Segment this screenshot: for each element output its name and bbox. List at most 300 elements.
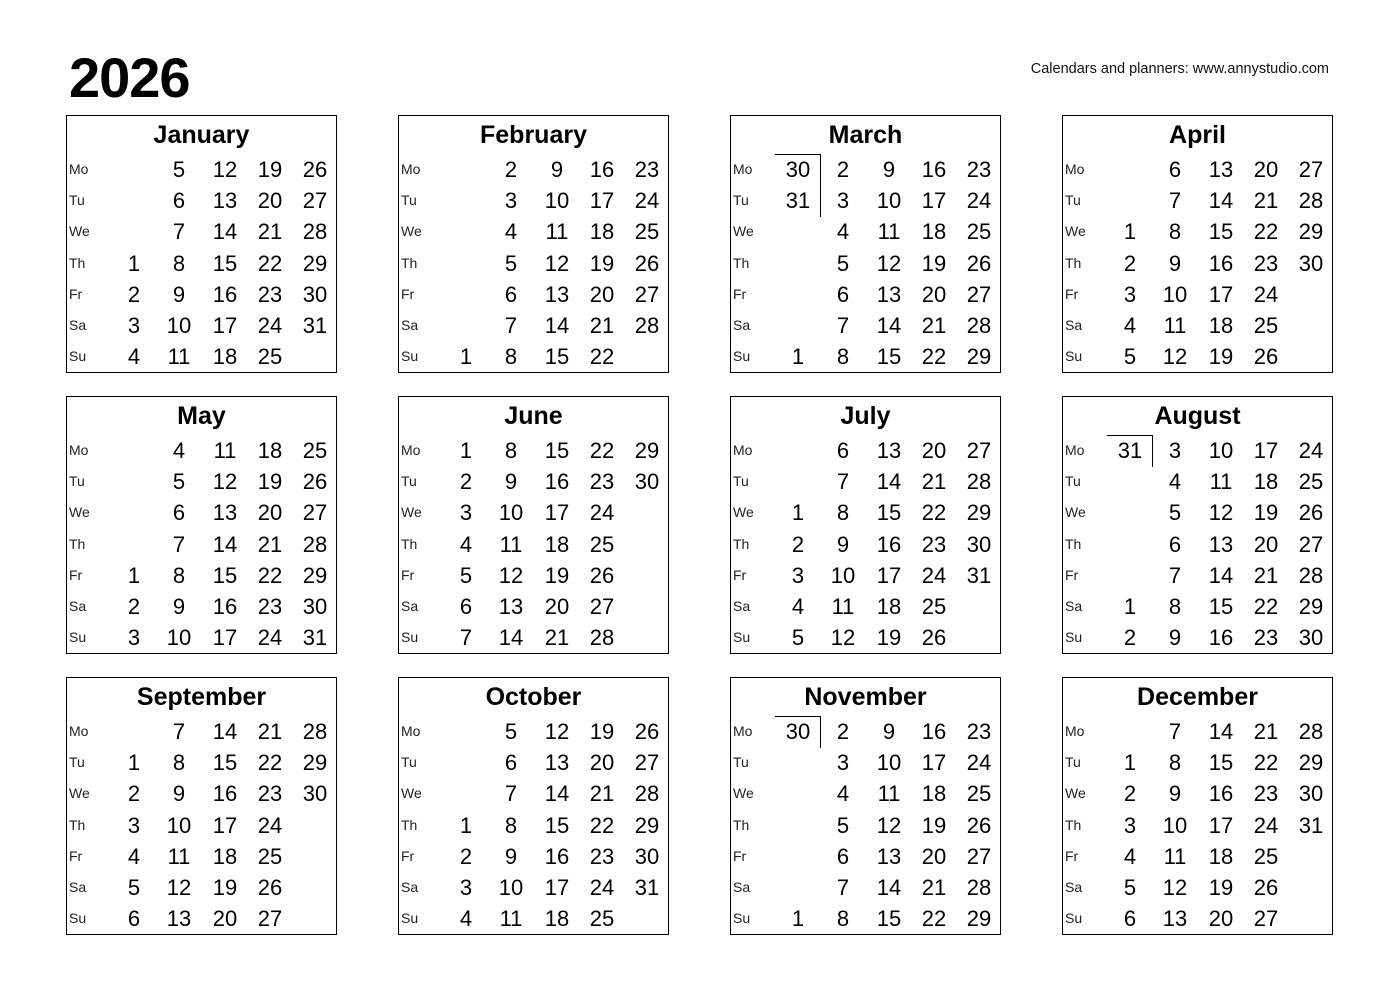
weekday-label: We — [733, 223, 754, 240]
day-cell: 17 — [212, 625, 238, 651]
day-cell: 31 — [302, 313, 328, 338]
weekday-label: Sa — [401, 598, 419, 614]
day-cell: 12 — [212, 157, 238, 182]
day-cell: 10 — [876, 188, 902, 214]
day-cell: 30 — [1298, 625, 1324, 651]
day-cell: 30 — [966, 531, 992, 557]
weekday-label: Fr — [69, 285, 83, 302]
day-cell: 1 — [127, 562, 141, 588]
day-cell: 24 — [966, 750, 992, 776]
weekday-label: Tu — [401, 754, 417, 771]
weekday-label: Fr — [69, 566, 83, 583]
day-cell: 26 — [1298, 500, 1324, 526]
day-cell: 24 — [1253, 812, 1279, 838]
month-march — [730, 115, 1001, 373]
week-row-mo — [731, 716, 1000, 747]
day-cell: 6 — [459, 594, 473, 619]
day-cell: 24 — [589, 500, 615, 526]
day-cell: 5 — [127, 875, 141, 900]
week-row-su — [1063, 903, 1332, 934]
week-row-sa — [731, 591, 1000, 622]
day-cell: 27 — [302, 188, 328, 214]
day-cell: 17 — [544, 875, 570, 900]
day-cell: 25 — [257, 843, 283, 869]
week-row-tu — [399, 185, 668, 216]
day-cell: 11 — [545, 219, 569, 245]
day-cell: 2 — [459, 469, 473, 495]
month-title: March — [828, 121, 903, 149]
weekday-label: We — [733, 504, 754, 521]
day-cell: 10 — [1208, 438, 1234, 463]
week-row-we — [731, 497, 1000, 528]
day-cell: 9 — [504, 843, 518, 869]
day-cell: 11 — [167, 344, 191, 370]
week-row-su — [399, 622, 668, 653]
week-row-we — [67, 216, 336, 247]
day-cell: 18 — [589, 219, 615, 245]
day-cell: 10 — [166, 625, 192, 651]
weekday-label: Fr — [733, 566, 747, 583]
month-title: June — [504, 402, 563, 430]
day-cell: 11 — [877, 781, 901, 807]
day-cell: 2 — [836, 719, 850, 744]
weekday-label: Tu — [1065, 473, 1081, 490]
day-cell: 3 — [127, 812, 141, 838]
day-cell: 22 — [257, 250, 283, 276]
month-october — [398, 677, 669, 935]
weekday-label: Mo — [401, 442, 421, 458]
day-cell: 2 — [1123, 250, 1137, 276]
day-cell: 3 — [1168, 438, 1182, 463]
week-row-su — [399, 903, 668, 934]
week-row-su — [67, 341, 336, 372]
weekday-label: Sa — [733, 317, 751, 333]
day-cell: 16 — [1208, 625, 1234, 651]
day-cell: 14 — [1208, 188, 1234, 214]
wrapped-days-bracket — [775, 716, 821, 748]
weekday-label: Tu — [69, 754, 85, 771]
week-row-sa — [1063, 310, 1332, 341]
weekday-label: Tu — [401, 473, 417, 490]
day-cell: 2 — [127, 594, 141, 619]
week-row-sa — [399, 872, 668, 903]
weekday-label: Mo — [733, 442, 753, 458]
day-cell: 24 — [1298, 438, 1324, 463]
day-cell: 13 — [1208, 157, 1234, 182]
day-cell: 13 — [544, 750, 570, 776]
day-cell: 19 — [876, 625, 902, 651]
week-row-we — [67, 778, 336, 809]
day-cell: 25 — [966, 781, 992, 807]
day-cell: 12 — [544, 250, 570, 276]
day-cell: 5 — [1123, 344, 1137, 370]
weekday-label: Mo — [733, 723, 753, 739]
day-cell: 27 — [966, 281, 992, 307]
week-row-fr — [731, 560, 1000, 591]
day-cell: 29 — [966, 906, 992, 932]
day-cell: 24 — [589, 875, 615, 900]
weekday-label: Su — [733, 910, 751, 927]
weekday-label: Tu — [733, 192, 749, 209]
week-row-tu — [731, 747, 1000, 778]
weekday-label: We — [733, 785, 754, 802]
day-cell: 4 — [172, 438, 186, 463]
day-cell: 10 — [166, 313, 192, 338]
weekday-label: Su — [1065, 348, 1083, 365]
day-cell: 13 — [876, 843, 902, 869]
day-cell: 27 — [966, 438, 992, 463]
week-row-su — [731, 903, 1000, 934]
day-cell: 18 — [544, 531, 570, 557]
day-cell: 22 — [257, 750, 283, 776]
day-cell: 24 — [257, 313, 283, 338]
day-cell: 25 — [257, 344, 283, 370]
day-cell: 4 — [836, 781, 850, 807]
day-cell: 26 — [634, 719, 660, 744]
day-cell: 22 — [1253, 219, 1279, 245]
day-cell: 20 — [589, 750, 615, 776]
weekday-label: Tu — [733, 473, 749, 490]
week-row-tu — [399, 466, 668, 497]
day-cell: 21 — [257, 219, 283, 245]
day-cell: 5 — [504, 250, 518, 276]
day-cell: 28 — [589, 625, 615, 651]
day-cell: 5 — [836, 250, 850, 276]
day-cell: 7 — [836, 875, 850, 900]
weekday-label: Fr — [401, 847, 415, 864]
weekday-label: Su — [1065, 910, 1083, 927]
weekday-label: Fr — [1065, 847, 1079, 864]
week-row-sa — [67, 872, 336, 903]
day-cell: 4 — [504, 219, 518, 245]
day-cell: 21 — [589, 781, 615, 807]
day-cell: 6 — [172, 188, 186, 214]
day-cell: 9 — [550, 157, 564, 182]
day-cell: 14 — [876, 875, 902, 900]
day-cell: 29 — [634, 438, 660, 463]
week-row-we — [399, 497, 668, 528]
week-row-mo — [1063, 435, 1332, 466]
day-cell: 25 — [634, 219, 660, 245]
day-cell: 7 — [836, 313, 850, 338]
day-cell: 3 — [836, 188, 850, 214]
day-cell: 22 — [589, 438, 615, 463]
day-cell: 17 — [589, 188, 615, 214]
week-row-sa — [399, 591, 668, 622]
day-cell: 23 — [257, 594, 283, 619]
day-cell: 17 — [1208, 812, 1234, 838]
weekday-label: We — [1065, 785, 1086, 802]
day-cell: 9 — [882, 719, 896, 744]
day-cell: 22 — [589, 812, 615, 838]
day-cell: 8 — [504, 812, 518, 838]
day-cell: 21 — [1253, 188, 1279, 214]
week-row-fr — [67, 841, 336, 872]
weekday-label: Su — [733, 629, 751, 646]
day-cell: 1 — [1123, 219, 1137, 245]
day-cell: 5 — [172, 469, 186, 495]
day-cell: 25 — [1253, 843, 1279, 869]
week-row-we — [1063, 778, 1332, 809]
day-cell: 25 — [589, 906, 615, 932]
week-row-mo — [67, 716, 336, 747]
weekday-label: Tu — [69, 473, 85, 490]
day-cell: 18 — [257, 438, 283, 463]
week-row-mo — [399, 435, 668, 466]
day-cell: 16 — [544, 843, 570, 869]
weekday-label: Sa — [1065, 879, 1083, 895]
weekday-label: Sa — [69, 598, 87, 614]
day-cell: 30 — [1298, 250, 1324, 276]
day-cell: 7 — [504, 313, 518, 338]
day-cell: 2 — [791, 531, 805, 557]
weekday-label: Fr — [401, 285, 415, 302]
day-cell: 13 — [166, 906, 192, 932]
day-cell: 16 — [212, 281, 238, 307]
day-cell: 16 — [921, 719, 947, 744]
day-cell: 18 — [212, 344, 238, 370]
week-row-th — [731, 529, 1000, 560]
day-cell: 12 — [166, 875, 192, 900]
day-cell: 7 — [1168, 719, 1182, 744]
weekday-label: Tu — [401, 192, 417, 209]
month-title: September — [136, 683, 267, 711]
day-cell: 15 — [212, 562, 238, 588]
day-cell: 14 — [876, 469, 902, 495]
year-title: 2026 — [69, 46, 190, 109]
day-cell: 7 — [172, 219, 186, 245]
weekday-label: Fr — [1065, 285, 1079, 302]
month-may — [66, 396, 337, 654]
day-cell: 16 — [921, 157, 947, 182]
month-title: November — [804, 683, 927, 711]
day-cell: 10 — [1162, 812, 1188, 838]
day-cell: 15 — [544, 344, 570, 370]
weekday-label: Tu — [1065, 192, 1081, 209]
day-cell: 18 — [212, 843, 238, 869]
day-cell: 21 — [589, 313, 615, 338]
weekday-label: We — [401, 223, 422, 240]
day-cell: 26 — [966, 250, 992, 276]
month-january — [66, 115, 337, 373]
month-title: May — [177, 402, 226, 430]
day-cell: 9 — [1168, 625, 1182, 651]
day-cell: 4 — [127, 843, 141, 869]
day-cell: 1 — [791, 500, 805, 526]
day-cell: 27 — [634, 750, 660, 776]
day-cell: 25 — [302, 438, 328, 463]
day-cell: 25 — [1298, 469, 1324, 495]
day-cell: 6 — [1123, 906, 1137, 932]
day-cell: 17 — [1253, 438, 1279, 463]
week-row-mo — [731, 154, 1000, 185]
day-cell: 12 — [876, 812, 902, 838]
day-cell: 12 — [876, 250, 902, 276]
month-november — [730, 677, 1001, 935]
day-cell: 10 — [544, 188, 570, 214]
weekday-label: Th — [1065, 254, 1082, 271]
weekday-label: Tu — [1065, 754, 1081, 771]
week-row-tu — [67, 747, 336, 778]
weekday-label: Th — [69, 816, 86, 833]
day-cell: 26 — [921, 625, 947, 651]
day-cell: 30 — [1298, 781, 1324, 807]
day-cell: 3 — [127, 313, 141, 338]
day-cell: 10 — [166, 812, 192, 838]
week-row-su — [67, 622, 336, 653]
day-cell: 14 — [544, 781, 570, 807]
week-row-tu — [731, 185, 1000, 216]
wrapped-day-cell: 30 — [785, 719, 811, 744]
day-cell: 11 — [1163, 843, 1187, 869]
weekday-label: Fr — [69, 847, 83, 864]
credit-link[interactable]: Calendars and planners: www.annystudio.com — [1030, 61, 1329, 77]
week-row-sa — [731, 310, 1000, 341]
day-cell: 15 — [876, 500, 902, 526]
day-cell: 8 — [1168, 750, 1182, 776]
day-cell: 12 — [1208, 500, 1234, 526]
day-cell: 24 — [966, 188, 992, 214]
weekday-label: Su — [733, 348, 751, 365]
day-cell: 5 — [172, 157, 186, 182]
day-cell: 19 — [257, 469, 283, 495]
day-cell: 2 — [504, 157, 518, 182]
day-cell: 5 — [1168, 500, 1182, 526]
week-row-tu — [1063, 185, 1332, 216]
day-cell: 8 — [172, 562, 186, 588]
day-cell: 22 — [1253, 594, 1279, 619]
week-row-th — [67, 810, 336, 841]
day-cell: 10 — [498, 875, 524, 900]
day-cell: 8 — [836, 906, 850, 932]
day-cell: 8 — [504, 344, 518, 370]
day-cell: 15 — [1208, 594, 1234, 619]
day-cell: 18 — [876, 594, 902, 619]
weekday-label: Sa — [401, 879, 419, 895]
weekday-label: Su — [401, 629, 419, 646]
day-cell: 25 — [1253, 313, 1279, 338]
weekday-label: Mo — [1065, 161, 1085, 177]
day-cell: 8 — [1168, 594, 1182, 619]
day-cell: 29 — [302, 250, 328, 276]
day-cell: 10 — [1162, 281, 1188, 307]
day-cell: 23 — [1253, 781, 1279, 807]
week-row-fr — [67, 560, 336, 591]
day-cell: 7 — [172, 719, 186, 744]
day-cell: 4 — [459, 531, 473, 557]
week-row-th — [67, 529, 336, 560]
week-row-sa — [67, 591, 336, 622]
week-row-mo — [399, 154, 668, 185]
day-cell: 15 — [1208, 750, 1234, 776]
day-cell: 3 — [1123, 281, 1137, 307]
week-row-sa — [1063, 591, 1332, 622]
day-cell: 20 — [212, 906, 238, 932]
week-row-mo — [1063, 154, 1332, 185]
day-cell: 5 — [459, 562, 473, 588]
week-row-sa — [399, 310, 668, 341]
day-cell: 9 — [504, 469, 518, 495]
day-cell: 8 — [172, 250, 186, 276]
day-cell: 23 — [1253, 250, 1279, 276]
day-cell: 22 — [257, 562, 283, 588]
weekday-label: We — [1065, 504, 1086, 521]
week-row-th — [731, 248, 1000, 279]
day-cell: 26 — [589, 562, 615, 588]
week-row-fr — [399, 560, 668, 591]
day-cell: 1 — [459, 812, 473, 838]
week-row-mo — [399, 716, 668, 747]
day-cell: 6 — [1168, 157, 1182, 182]
week-row-fr — [67, 279, 336, 310]
wrapped-days-bracket — [775, 154, 821, 217]
day-cell: 29 — [1298, 594, 1324, 619]
day-cell: 14 — [212, 219, 238, 245]
day-cell: 26 — [302, 157, 328, 182]
day-cell: 10 — [876, 750, 902, 776]
day-cell: 1 — [127, 750, 141, 776]
day-cell: 15 — [544, 438, 570, 463]
day-cell: 5 — [791, 625, 805, 651]
weekday-label: Th — [733, 535, 750, 552]
day-cell: 3 — [459, 500, 473, 526]
day-cell: 1 — [1123, 750, 1137, 776]
day-cell: 23 — [257, 281, 283, 307]
day-cell: 7 — [1168, 188, 1182, 214]
day-cell: 18 — [921, 219, 947, 245]
weekday-label: Su — [401, 348, 419, 365]
day-cell: 8 — [836, 500, 850, 526]
month-title: July — [840, 402, 891, 430]
weekday-label: Sa — [1065, 598, 1083, 614]
day-cell: 16 — [212, 781, 238, 807]
day-cell: 13 — [212, 188, 238, 214]
day-cell: 9 — [836, 531, 850, 557]
day-cell: 24 — [634, 188, 660, 214]
day-cell: 1 — [1123, 594, 1137, 619]
day-cell: 22 — [1253, 750, 1279, 776]
day-cell: 28 — [1298, 188, 1324, 214]
day-cell: 30 — [302, 281, 328, 307]
weekday-label: Mo — [401, 161, 421, 177]
day-cell: 19 — [1253, 500, 1279, 526]
day-cell: 18 — [544, 906, 570, 932]
day-cell: 14 — [212, 719, 238, 744]
day-cell: 7 — [836, 469, 850, 495]
week-row-th — [399, 248, 668, 279]
day-cell: 30 — [634, 843, 660, 869]
day-cell: 20 — [921, 843, 947, 869]
day-cell: 19 — [544, 562, 570, 588]
day-cell: 23 — [589, 469, 615, 495]
day-cell: 2 — [1123, 625, 1137, 651]
week-row-we — [731, 216, 1000, 247]
day-cell: 22 — [589, 344, 615, 370]
week-row-we — [399, 216, 668, 247]
day-cell: 1 — [791, 344, 805, 370]
day-cell: 23 — [1253, 625, 1279, 651]
week-row-sa — [1063, 872, 1332, 903]
weekday-label: Th — [401, 535, 418, 552]
day-cell: 26 — [1253, 344, 1279, 370]
day-cell: 13 — [1162, 906, 1188, 932]
day-cell: 27 — [1298, 157, 1324, 182]
day-cell: 3 — [791, 562, 805, 588]
day-cell: 2 — [127, 781, 141, 807]
day-cell: 29 — [966, 344, 992, 370]
weekday-label: We — [69, 504, 90, 521]
day-cell: 12 — [212, 469, 238, 495]
